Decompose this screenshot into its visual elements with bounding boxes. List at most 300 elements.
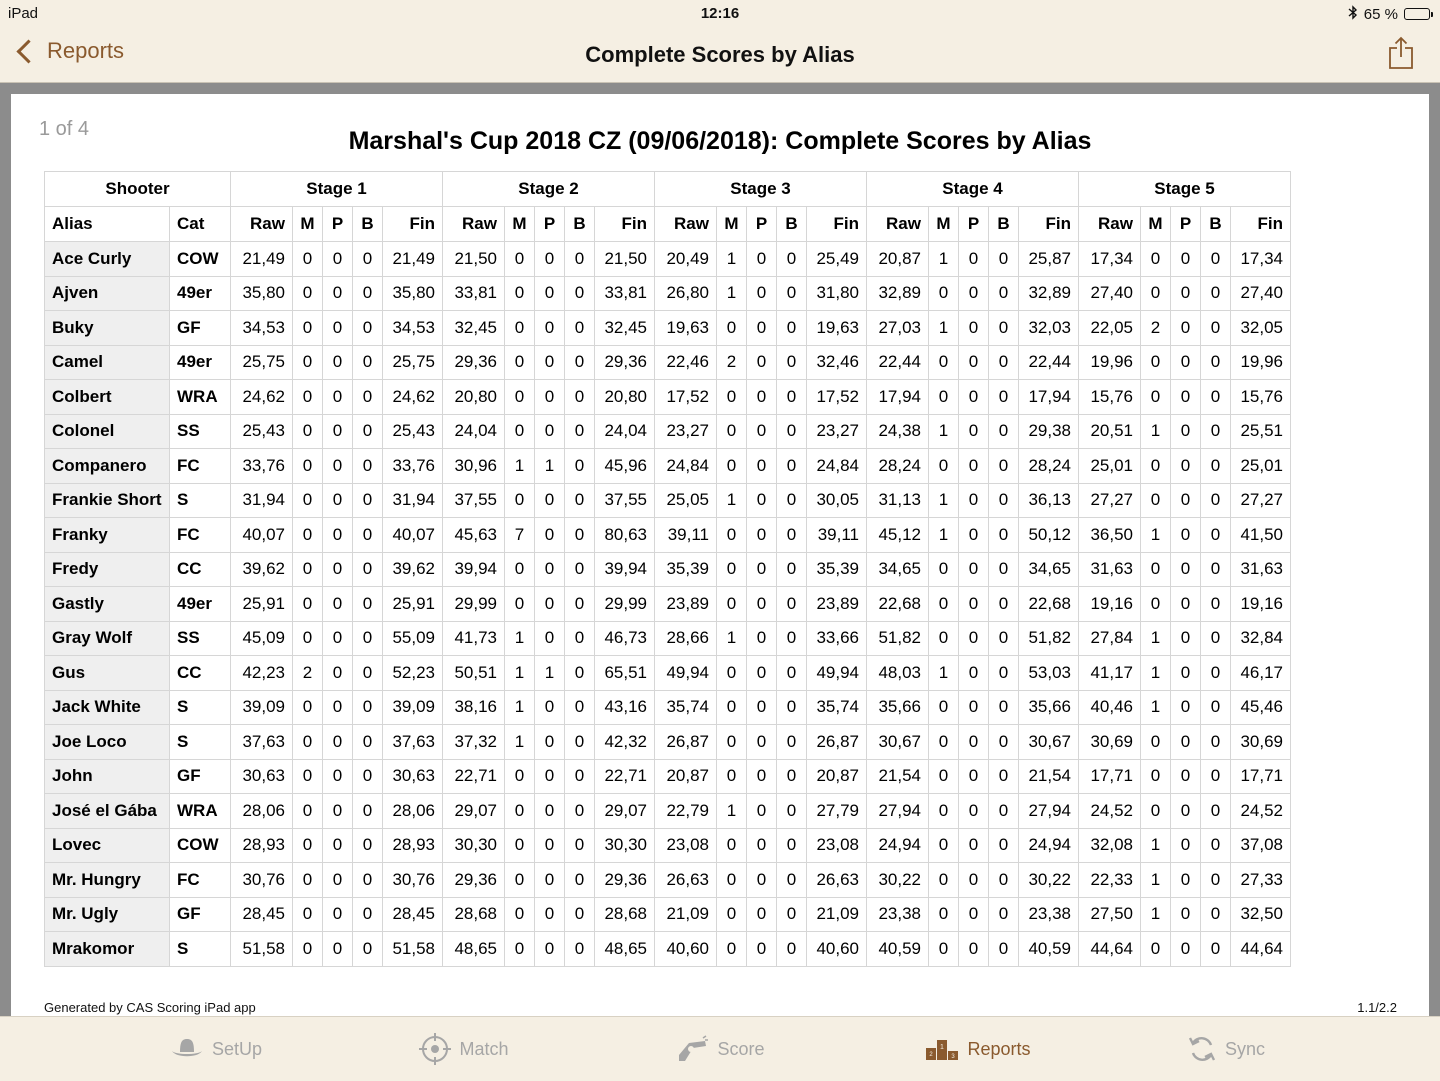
stage-5-b-cell: 0 [1201, 932, 1231, 967]
stage-1-m-cell: 0 [293, 414, 323, 449]
stage-5-m-cell: 0 [1141, 759, 1171, 794]
stage-5-p-cell: 0 [1171, 518, 1201, 553]
tab-setup[interactable] [72, 1017, 360, 1081]
stage-5-raw-cell: 17,34 [1079, 242, 1141, 277]
group-header-stage-5: Stage 5 [1079, 172, 1291, 207]
column-header-fin: Fin [1231, 207, 1291, 242]
tab-score[interactable] [576, 1017, 864, 1081]
stage-5-raw-cell: 27,40 [1079, 276, 1141, 311]
group-header-stage-4: Stage 4 [867, 172, 1079, 207]
stage-3-p-cell: 0 [747, 242, 777, 277]
stage-1-fin-cell: 51,58 [383, 932, 443, 967]
stage-2-raw-cell: 29,07 [443, 794, 505, 829]
stage-3-fin-cell: 30,05 [807, 483, 867, 518]
stage-2-raw-cell: 20,80 [443, 380, 505, 415]
column-header-row [45, 207, 1291, 242]
stage-2-raw-cell: 22,71 [443, 759, 505, 794]
stage-4-fin-cell: 34,65 [1019, 552, 1079, 587]
stage-2-fin-cell: 80,63 [595, 518, 655, 553]
stage-2-m-cell: 0 [505, 311, 535, 346]
stage-3-b-cell: 0 [777, 656, 807, 691]
stage-5-raw-cell: 40,46 [1079, 690, 1141, 725]
stage-2-fin-cell: 29,07 [595, 794, 655, 829]
stage-1-m-cell: 0 [293, 621, 323, 656]
table-row [45, 759, 1291, 794]
stage-1-fin-cell: 25,75 [383, 345, 443, 380]
stage-5-m-cell: 0 [1141, 725, 1171, 760]
stage-1-p-cell: 0 [323, 794, 353, 829]
stage-1-m-cell: 0 [293, 380, 323, 415]
table-row [45, 311, 1291, 346]
stage-3-b-cell: 0 [777, 380, 807, 415]
stage-5-fin-cell: 30,69 [1231, 725, 1291, 760]
tab-match-label: Match [459, 1038, 509, 1059]
stage-3-fin-cell: 23,89 [807, 587, 867, 622]
stage-3-p-cell: 0 [747, 552, 777, 587]
category-cell: 49er [170, 587, 231, 622]
stage-4-p-cell: 0 [959, 828, 989, 863]
stage-2-fin-cell: 65,51 [595, 656, 655, 691]
stage-5-fin-cell: 31,63 [1231, 552, 1291, 587]
stage-3-raw-cell: 40,60 [655, 932, 717, 967]
stage-2-b-cell: 0 [565, 414, 595, 449]
stage-4-p-cell: 0 [959, 518, 989, 553]
tab-score-label: Score [717, 1038, 765, 1059]
stage-5-fin-cell: 27,27 [1231, 483, 1291, 518]
generated-by-note: Generated by CAS Scoring iPad app [44, 1000, 256, 1015]
table-row [45, 897, 1291, 932]
alias-cell: Mr. Hungry [45, 863, 170, 898]
stage-4-raw-cell: 40,59 [867, 932, 929, 967]
stage-3-m-cell: 1 [717, 794, 747, 829]
stage-4-b-cell: 0 [989, 518, 1019, 553]
stage-3-raw-cell: 26,63 [655, 863, 717, 898]
stage-3-b-cell: 0 [777, 552, 807, 587]
stage-1-raw-cell: 24,62 [231, 380, 293, 415]
stage-5-raw-cell: 31,63 [1079, 552, 1141, 587]
stage-2-p-cell: 0 [535, 276, 565, 311]
alias-cell: John [45, 759, 170, 794]
stage-1-b-cell: 0 [353, 414, 383, 449]
stage-2-raw-cell: 48,65 [443, 932, 505, 967]
stage-2-fin-cell: 37,55 [595, 483, 655, 518]
stage-5-m-cell: 1 [1141, 828, 1171, 863]
alias-cell: José el Gába [45, 794, 170, 829]
column-header-m: M [1141, 207, 1171, 242]
stage-4-p-cell: 0 [959, 794, 989, 829]
alias-cell: Joe Loco [45, 725, 170, 760]
stage-1-b-cell: 0 [353, 552, 383, 587]
category-cell: SS [170, 414, 231, 449]
stage-4-p-cell: 0 [959, 863, 989, 898]
stage-5-b-cell: 0 [1201, 863, 1231, 898]
stage-3-m-cell: 0 [717, 311, 747, 346]
stage-4-m-cell: 0 [929, 690, 959, 725]
stage-2-fin-cell: 39,94 [595, 552, 655, 587]
stage-3-m-cell: 1 [717, 242, 747, 277]
stage-1-m-cell: 0 [293, 725, 323, 760]
stage-1-b-cell: 0 [353, 345, 383, 380]
stage-5-b-cell: 0 [1201, 414, 1231, 449]
stage-1-raw-cell: 30,76 [231, 863, 293, 898]
stage-4-fin-cell: 24,94 [1019, 828, 1079, 863]
category-cell: CC [170, 552, 231, 587]
column-header-cat: Cat [170, 207, 231, 242]
stage-3-m-cell: 0 [717, 518, 747, 553]
stage-2-fin-cell: 29,36 [595, 863, 655, 898]
stage-3-b-cell: 0 [777, 897, 807, 932]
stage-3-p-cell: 0 [747, 449, 777, 484]
table-row [45, 621, 1291, 656]
stage-1-m-cell: 0 [293, 276, 323, 311]
stage-5-b-cell: 0 [1201, 449, 1231, 484]
stage-1-b-cell: 0 [353, 276, 383, 311]
stage-5-raw-cell: 17,71 [1079, 759, 1141, 794]
column-header-raw: Raw [443, 207, 505, 242]
stage-1-m-cell: 0 [293, 587, 323, 622]
category-cell: FC [170, 449, 231, 484]
alias-cell: Colbert [45, 380, 170, 415]
stage-3-fin-cell: 17,52 [807, 380, 867, 415]
stage-2-m-cell: 0 [505, 794, 535, 829]
stage-4-b-cell: 0 [989, 932, 1019, 967]
stage-3-fin-cell: 23,27 [807, 414, 867, 449]
stage-2-m-cell: 1 [505, 656, 535, 691]
stage-1-m-cell: 0 [293, 345, 323, 380]
stage-5-p-cell: 0 [1171, 828, 1201, 863]
report-title: Marshal's Cup 2018 CZ (09/06/2018): Complete Scores by Alias [348, 127, 1092, 155]
stage-3-fin-cell: 23,08 [807, 828, 867, 863]
stage-3-b-cell: 0 [777, 621, 807, 656]
stage-1-b-cell: 0 [353, 794, 383, 829]
stage-5-m-cell: 0 [1141, 276, 1171, 311]
stage-3-b-cell: 0 [777, 276, 807, 311]
stage-4-m-cell: 1 [929, 414, 959, 449]
stage-2-p-cell: 0 [535, 483, 565, 518]
alias-cell: Lovec [45, 828, 170, 863]
stage-1-fin-cell: 30,63 [383, 759, 443, 794]
stage-2-raw-cell: 21,50 [443, 242, 505, 277]
stage-5-fin-cell: 32,84 [1231, 621, 1291, 656]
stage-4-m-cell: 1 [929, 483, 959, 518]
stage-3-m-cell: 1 [717, 621, 747, 656]
stage-5-fin-cell: 27,33 [1231, 863, 1291, 898]
stage-3-p-cell: 0 [747, 656, 777, 691]
alias-cell: Frankie Short [45, 483, 170, 518]
stage-3-raw-cell: 22,46 [655, 345, 717, 380]
stage-1-b-cell: 0 [353, 828, 383, 863]
stage-3-p-cell: 0 [747, 690, 777, 725]
stage-2-p-cell: 0 [535, 414, 565, 449]
stage-1-raw-cell: 25,75 [231, 345, 293, 380]
stage-3-p-cell: 0 [747, 587, 777, 622]
stage-3-p-cell: 0 [747, 311, 777, 346]
stage-3-raw-cell: 25,05 [655, 483, 717, 518]
stage-2-raw-cell: 39,94 [443, 552, 505, 587]
stage-3-fin-cell: 20,87 [807, 759, 867, 794]
stage-2-m-cell: 0 [505, 587, 535, 622]
stage-5-fin-cell: 15,76 [1231, 380, 1291, 415]
stage-1-fin-cell: 25,43 [383, 414, 443, 449]
share-icon [1388, 36, 1414, 70]
stage-1-p-cell: 0 [323, 242, 353, 277]
stage-3-m-cell: 1 [717, 276, 747, 311]
stage-2-m-cell: 0 [505, 863, 535, 898]
stage-5-raw-cell: 36,50 [1079, 518, 1141, 553]
share-button[interactable] [1388, 36, 1414, 70]
stage-1-fin-cell: 31,94 [383, 483, 443, 518]
stage-5-raw-cell: 20,51 [1079, 414, 1141, 449]
stage-4-m-cell: 1 [929, 242, 959, 277]
column-header-p: P [323, 207, 353, 242]
stage-1-fin-cell: 28,06 [383, 794, 443, 829]
stage-4-raw-cell: 31,13 [867, 483, 929, 518]
stage-3-b-cell: 0 [777, 863, 807, 898]
stage-2-b-cell: 0 [565, 483, 595, 518]
stage-1-p-cell: 0 [323, 380, 353, 415]
category-cell: CC [170, 656, 231, 691]
category-cell: GF [170, 897, 231, 932]
column-header-b: B [777, 207, 807, 242]
stage-5-b-cell: 0 [1201, 621, 1231, 656]
tab-sync[interactable] [1082, 1017, 1370, 1081]
stage-4-raw-cell: 48,03 [867, 656, 929, 691]
stage-5-p-cell: 0 [1171, 483, 1201, 518]
stage-5-raw-cell: 30,69 [1079, 725, 1141, 760]
table-row [45, 414, 1291, 449]
stage-2-fin-cell: 28,68 [595, 897, 655, 932]
stage-1-raw-cell: 28,45 [231, 897, 293, 932]
group-header-stage-3: Stage 3 [655, 172, 867, 207]
table-row [45, 587, 1291, 622]
stage-4-raw-cell: 17,94 [867, 380, 929, 415]
stage-2-raw-cell: 32,45 [443, 311, 505, 346]
stage-3-b-cell: 0 [777, 518, 807, 553]
category-cell: COW [170, 242, 231, 277]
stage-4-m-cell: 0 [929, 552, 959, 587]
stage-1-m-cell: 0 [293, 483, 323, 518]
stage-3-p-cell: 0 [747, 345, 777, 380]
stage-4-m-cell: 0 [929, 449, 959, 484]
stage-3-raw-cell: 19,63 [655, 311, 717, 346]
stage-4-fin-cell: 17,94 [1019, 380, 1079, 415]
alias-cell: Jack White [45, 690, 170, 725]
stage-2-b-cell: 0 [565, 242, 595, 277]
stage-4-b-cell: 0 [989, 759, 1019, 794]
stage-1-raw-cell: 42,23 [231, 656, 293, 691]
stage-3-m-cell: 0 [717, 414, 747, 449]
stage-4-raw-cell: 32,89 [867, 276, 929, 311]
stage-5-raw-cell: 27,84 [1079, 621, 1141, 656]
stage-5-p-cell: 0 [1171, 759, 1201, 794]
stage-1-p-cell: 0 [323, 932, 353, 967]
stage-1-m-cell: 0 [293, 518, 323, 553]
stage-1-fin-cell: 55,09 [383, 621, 443, 656]
scores-table-body [45, 242, 1291, 967]
stage-4-m-cell: 1 [929, 311, 959, 346]
stage-1-m-cell: 0 [293, 794, 323, 829]
revolver-icon [675, 1035, 709, 1063]
table-row [45, 794, 1291, 829]
alias-cell: Gus [45, 656, 170, 691]
stage-5-m-cell: 1 [1141, 414, 1171, 449]
stage-5-m-cell: 0 [1141, 552, 1171, 587]
column-header-raw: Raw [867, 207, 929, 242]
stage-4-b-cell: 0 [989, 311, 1019, 346]
stage-4-raw-cell: 27,03 [867, 311, 929, 346]
stage-5-b-cell: 0 [1201, 828, 1231, 863]
stage-1-raw-cell: 34,53 [231, 311, 293, 346]
stage-4-p-cell: 0 [959, 449, 989, 484]
stage-4-b-cell: 0 [989, 242, 1019, 277]
stage-4-m-cell: 0 [929, 863, 959, 898]
stage-5-raw-cell: 22,33 [1079, 863, 1141, 898]
back-button[interactable] [14, 38, 124, 64]
stage-1-p-cell: 0 [323, 621, 353, 656]
stage-4-raw-cell: 28,24 [867, 449, 929, 484]
stage-4-m-cell: 0 [929, 759, 959, 794]
stage-3-raw-cell: 20,49 [655, 242, 717, 277]
alias-cell: Fredy [45, 552, 170, 587]
stage-1-p-cell: 0 [323, 759, 353, 794]
stage-5-m-cell: 1 [1141, 518, 1171, 553]
stage-2-b-cell: 0 [565, 380, 595, 415]
stage-2-raw-cell: 38,16 [443, 690, 505, 725]
stage-3-p-cell: 0 [747, 725, 777, 760]
stage-2-p-cell: 0 [535, 242, 565, 277]
stage-5-m-cell: 1 [1141, 897, 1171, 932]
stage-2-b-cell: 0 [565, 863, 595, 898]
stage-1-m-cell: 0 [293, 863, 323, 898]
stage-3-b-cell: 0 [777, 794, 807, 829]
stage-1-raw-cell: 45,09 [231, 621, 293, 656]
stage-1-m-cell: 2 [293, 656, 323, 691]
stage-4-p-cell: 0 [959, 483, 989, 518]
stage-2-raw-cell: 33,81 [443, 276, 505, 311]
version-label: 1.1/2.2 [1357, 1000, 1397, 1015]
report-page[interactable] [11, 94, 1429, 1016]
stage-3-p-cell: 0 [747, 897, 777, 932]
stage-2-p-cell: 0 [535, 690, 565, 725]
category-cell: S [170, 483, 231, 518]
table-row [45, 656, 1291, 691]
stage-1-m-cell: 0 [293, 690, 323, 725]
stage-1-m-cell: 0 [293, 242, 323, 277]
column-header-m: M [293, 207, 323, 242]
stage-2-b-cell: 0 [565, 552, 595, 587]
stage-5-b-cell: 0 [1201, 345, 1231, 380]
stage-5-b-cell: 0 [1201, 794, 1231, 829]
stage-1-p-cell: 0 [323, 690, 353, 725]
stage-5-fin-cell: 41,50 [1231, 518, 1291, 553]
stage-4-b-cell: 0 [989, 449, 1019, 484]
stage-2-fin-cell: 32,45 [595, 311, 655, 346]
stage-4-p-cell: 0 [959, 414, 989, 449]
stage-5-raw-cell: 32,08 [1079, 828, 1141, 863]
stage-4-raw-cell: 24,38 [867, 414, 929, 449]
stage-2-fin-cell: 21,50 [595, 242, 655, 277]
stage-5-m-cell: 1 [1141, 621, 1171, 656]
stage-5-b-cell: 0 [1201, 552, 1231, 587]
stage-2-fin-cell: 24,04 [595, 414, 655, 449]
target-icon [419, 1033, 451, 1065]
alias-cell: Camel [45, 345, 170, 380]
stage-2-raw-cell: 50,51 [443, 656, 505, 691]
stage-3-raw-cell: 23,27 [655, 414, 717, 449]
stage-4-p-cell: 0 [959, 345, 989, 380]
stage-3-m-cell: 0 [717, 380, 747, 415]
stage-4-p-cell: 0 [959, 621, 989, 656]
stage-5-m-cell: 1 [1141, 863, 1171, 898]
stage-4-p-cell: 0 [959, 552, 989, 587]
stage-4-fin-cell: 36,13 [1019, 483, 1079, 518]
stage-2-b-cell: 0 [565, 828, 595, 863]
stage-3-b-cell: 0 [777, 242, 807, 277]
stage-4-b-cell: 0 [989, 656, 1019, 691]
stage-1-raw-cell: 40,07 [231, 518, 293, 553]
stage-2-p-cell: 1 [535, 449, 565, 484]
stage-4-raw-cell: 34,65 [867, 552, 929, 587]
tab-match[interactable] [320, 1017, 608, 1081]
stage-3-m-cell: 0 [717, 656, 747, 691]
stage-1-fin-cell: 39,09 [383, 690, 443, 725]
stage-4-p-cell: 0 [959, 759, 989, 794]
stage-3-m-cell: 0 [717, 725, 747, 760]
stage-3-fin-cell: 49,94 [807, 656, 867, 691]
stage-5-b-cell: 0 [1201, 242, 1231, 277]
stage-5-p-cell: 0 [1171, 690, 1201, 725]
stage-3-p-cell: 0 [747, 828, 777, 863]
stage-4-m-cell: 1 [929, 518, 959, 553]
table-row [45, 932, 1291, 967]
stage-4-raw-cell: 27,94 [867, 794, 929, 829]
stage-5-b-cell: 0 [1201, 587, 1231, 622]
stage-3-b-cell: 0 [777, 828, 807, 863]
stage-1-m-cell: 0 [293, 897, 323, 932]
stage-1-b-cell: 0 [353, 449, 383, 484]
stage-5-fin-cell: 46,17 [1231, 656, 1291, 691]
stage-1-p-cell: 0 [323, 311, 353, 346]
stage-3-raw-cell: 39,11 [655, 518, 717, 553]
stage-4-fin-cell: 27,94 [1019, 794, 1079, 829]
stage-1-fin-cell: 28,45 [383, 897, 443, 932]
stage-2-b-cell: 0 [565, 518, 595, 553]
stage-4-p-cell: 0 [959, 690, 989, 725]
column-header-b: B [1201, 207, 1231, 242]
stage-4-b-cell: 0 [989, 794, 1019, 829]
table-row [45, 276, 1291, 311]
stage-5-p-cell: 0 [1171, 725, 1201, 760]
tab-reports[interactable] [834, 1017, 1122, 1081]
stage-1-raw-cell: 28,93 [231, 828, 293, 863]
stage-1-p-cell: 0 [323, 828, 353, 863]
stage-2-m-cell: 1 [505, 725, 535, 760]
chevron-left-icon [16, 39, 40, 63]
stage-3-raw-cell: 49,94 [655, 656, 717, 691]
stage-2-p-cell: 0 [535, 587, 565, 622]
stage-5-p-cell: 0 [1171, 656, 1201, 691]
device-name: iPad [8, 5, 39, 22]
stage-2-m-cell: 0 [505, 759, 535, 794]
stage-3-raw-cell: 24,84 [655, 449, 717, 484]
stage-5-raw-cell: 19,16 [1079, 587, 1141, 622]
stage-3-fin-cell: 35,39 [807, 552, 867, 587]
stage-2-p-cell: 0 [535, 311, 565, 346]
stage-2-fin-cell: 33,81 [595, 276, 655, 311]
stage-4-m-cell: 0 [929, 897, 959, 932]
stage-3-b-cell: 0 [777, 587, 807, 622]
column-header-b: B [989, 207, 1019, 242]
